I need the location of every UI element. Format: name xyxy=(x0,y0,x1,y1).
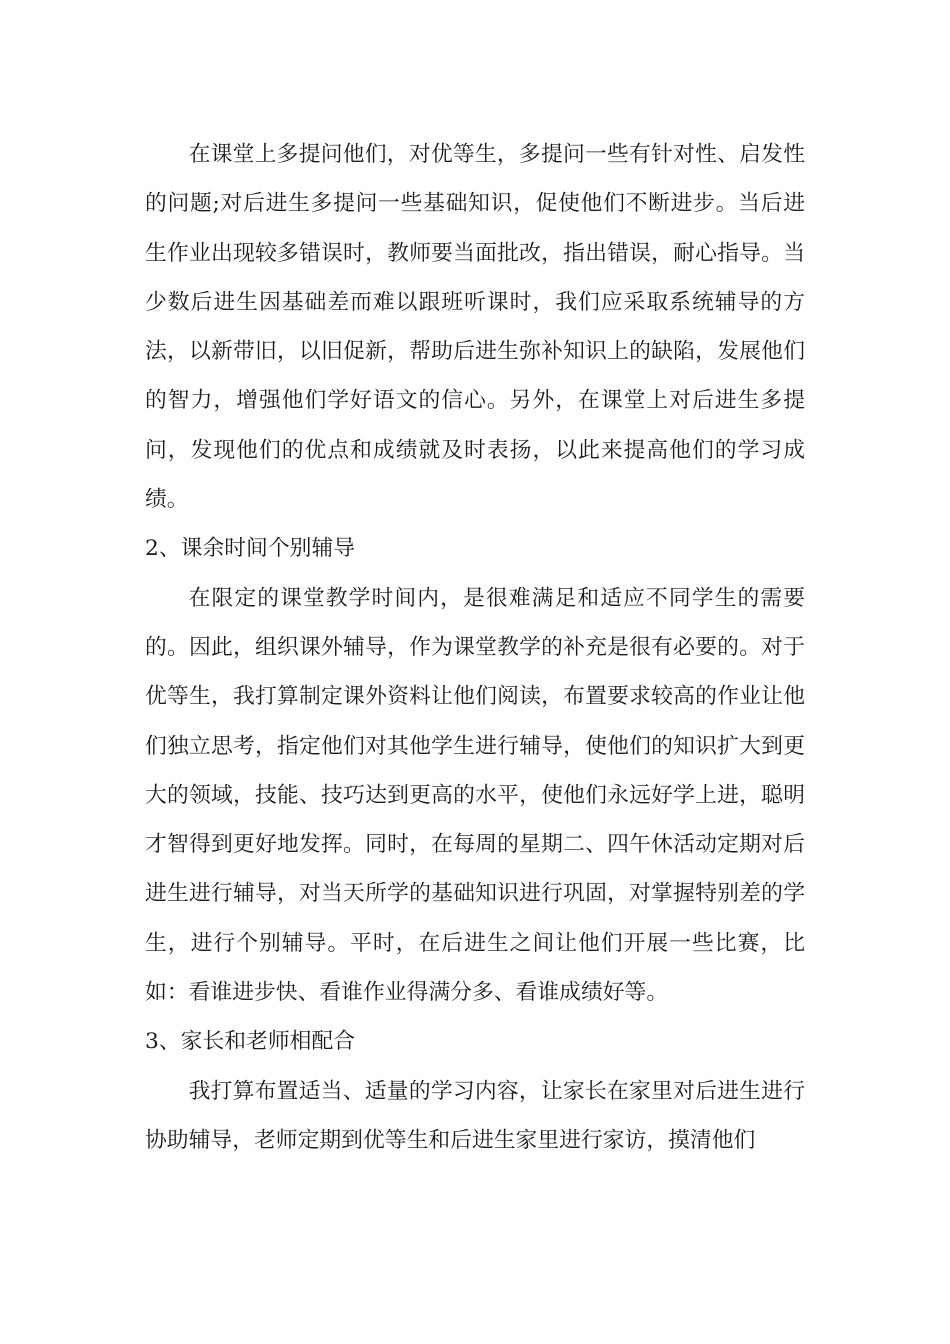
document-body xyxy=(145,130,805,1165)
paragraph-extracurricular-tutoring: 在限定的课堂教学时间内，是很难满足和适应不同学生的需要的。因此，组织课外辅导，作为课堂教学的补充是很有必要的。对于优等生，我打算制定课外资料让他们阅读，布置要求较高的作业让他们独立思考，指定他们对其他学生进行辅导，使他们的知识扩大到更大的领域，技能、技巧达到更高的水平，使他们永远好学上进，聪明才智得到更好地发挥。同时，在每周的星期二、四午休活动定期对后进生进行辅导，对当天所学的基础知识进行巩固，对掌握特别差的学生，进行个别辅导。平时，在后进生之间让他们开展一些比赛，比如：看谁进步快、看谁作业得满分多、看谁成绩好等。 xyxy=(145,585,805,1006)
section-heading-after-class-tutoring: 2、课余时间个别辅导 xyxy=(145,536,356,562)
paragraph-parent-assistance: 我打算布置适当、适量的学习内容，让家长在家里对后进生进行协助辅导，老师定期到优等生和后进生家里进行家访，摸清他们 xyxy=(145,1078,805,1153)
section-heading-parent-teacher-cooperation: 3、家长和老师相配合 xyxy=(145,1029,356,1055)
paragraph-classroom-questioning: 在课堂上多提问他们，对优等生，多提问一些有针对性、启发性的问题;对后进生多提问一些基础知识，促使他们不断进步。当后进生作业出现较多错误时，教师要当面批改，指出错误，耐心指导。当少数后进生因基础差而难以跟班听课时，我们应采取系统辅导的方法，以新带旧，以旧促新，帮助后进生弥补知识上的缺陷，发展他们的智力，增强他们学好语文的信心。另外，在课堂上对后进生多提问，发现他们的优点和成绩就及时表扬，以此来提高他们的学习成绩。 xyxy=(145,142,805,513)
